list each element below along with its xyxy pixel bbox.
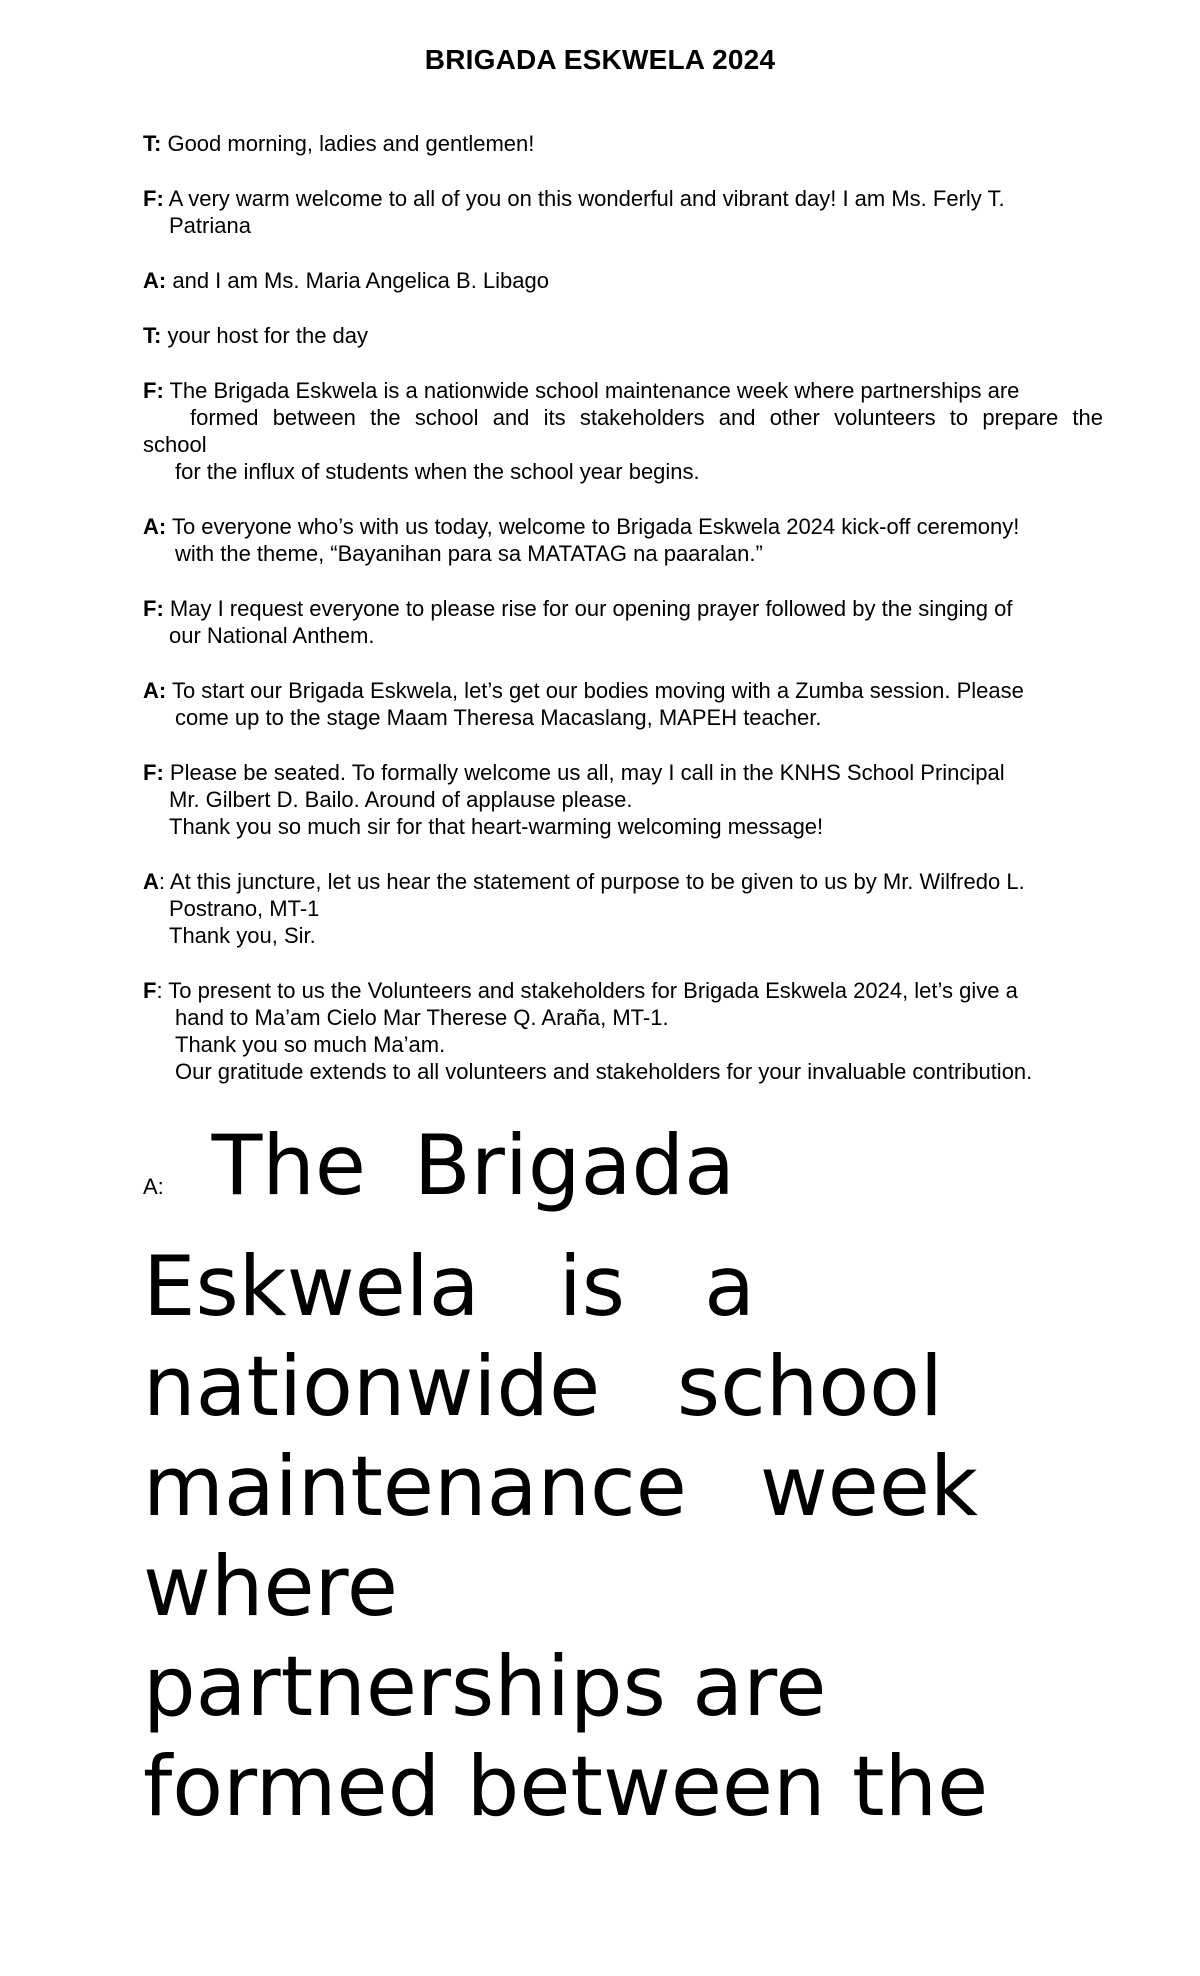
speaker-label: F bbox=[143, 978, 157, 1003]
speaker-label: F: bbox=[143, 596, 164, 621]
dialogue-text: and I am Ms. Maria Angelica B. Libago bbox=[172, 268, 549, 293]
speaker-label: A: bbox=[143, 1174, 164, 1199]
dialogue-text: Good morning, ladies and gentlemen! bbox=[167, 131, 535, 156]
script-line bbox=[143, 868, 1025, 896]
dialogue-text: The Brigada Eskwela is a nationwide school maintenance week where partnerships are bbox=[169, 378, 1020, 403]
script-line bbox=[143, 759, 1005, 787]
oversized-line: partnerships are bbox=[143, 1638, 827, 1735]
oversized-line: formed between the bbox=[143, 1738, 989, 1835]
oversized-line bbox=[143, 1116, 735, 1237]
speaker-label: T: bbox=[143, 323, 162, 348]
script-line bbox=[143, 185, 1005, 213]
dialogue-continuation: Mr. Gilbert D. Bailo. Around of applause please. bbox=[169, 787, 633, 812]
dialogue-continuation: come up to the stage Maam Theresa Macaslang, MAPEH teacher. bbox=[175, 705, 822, 730]
dialogue-text: : At this juncture, let us hear the statement of purpose to be given to us by Mr. Wilfredo L. bbox=[158, 869, 1025, 894]
oversized-line: nationwide school bbox=[143, 1338, 943, 1435]
oversized-line: where bbox=[143, 1538, 398, 1635]
dialogue-continuation: Postrano, MT-1 bbox=[169, 896, 320, 921]
script-line bbox=[143, 377, 1019, 405]
document-title: BRIGADA ESKWELA 2024 bbox=[424, 44, 776, 75]
speaker-label: T: bbox=[143, 131, 162, 156]
dialogue-continuation: Thank you, Sir. bbox=[169, 923, 316, 948]
dialogue-text: : To present to us the Volunteers and stakeholders for Brigada Eskwela 2024, let’s give a bbox=[156, 978, 1018, 1003]
speaker-label: A: bbox=[143, 268, 167, 293]
oversized-text: The Brigada bbox=[211, 1117, 735, 1214]
dialogue-text: To start our Brigada Eskwela, let’s get our bodies moving with a Zumba session. Please bbox=[171, 678, 1024, 703]
oversized-text-block bbox=[143, 1116, 1003, 1837]
oversized-line: maintenance week bbox=[143, 1438, 978, 1535]
dialogue-continuation: Our gratitude extends to all volunteers and stakeholders for your invaluable contribution. bbox=[175, 1059, 1033, 1084]
speaker-label: A: bbox=[143, 514, 167, 539]
dialogue-text: To everyone who’s with us today, welcome to Brigada Eskwela 2024 kick-off ceremony! bbox=[171, 514, 1020, 539]
dialogue-continuation: hand to Ma’am Cielo Mar Therese Q. Araña, MT-1. bbox=[175, 1005, 669, 1030]
script-line bbox=[143, 595, 1013, 623]
script-line bbox=[143, 677, 1024, 705]
script-line bbox=[143, 322, 368, 350]
speaker-label: F: bbox=[143, 760, 164, 785]
dialogue-continuation: school bbox=[143, 432, 207, 457]
dialogue-continuation: formed between the school and its stakeholders and other volunteers to prepare the bbox=[190, 405, 1103, 430]
dialogue-continuation: for the influx of students when the school year begins. bbox=[175, 459, 700, 484]
dialogue-continuation: Thank you so much sir for that heart-warming welcoming message! bbox=[169, 814, 824, 839]
script-line bbox=[143, 513, 1019, 541]
dialogue-continuation: Patriana bbox=[169, 213, 251, 238]
dialogue-continuation: with the theme, “Bayanihan para sa MATATAG na paaralan.” bbox=[175, 541, 763, 566]
dialogue-text: Please be seated. To formally welcome us all, may I call in the KNHS School Principal bbox=[169, 760, 1005, 785]
speaker-label: F: bbox=[143, 186, 164, 211]
script-line bbox=[143, 977, 1018, 1005]
speaker-label: A bbox=[143, 869, 159, 894]
dialogue-continuation: our National Anthem. bbox=[169, 623, 375, 648]
script-line bbox=[143, 130, 534, 158]
speaker-label: A: bbox=[143, 678, 167, 703]
dialogue-text: May I request everyone to please rise for our opening prayer followed by the singing of bbox=[169, 596, 1013, 621]
script-line bbox=[143, 267, 549, 295]
dialogue-text: your host for the day bbox=[167, 323, 369, 348]
dialogue-continuation: Thank you so much Ma’am. bbox=[175, 1032, 446, 1057]
oversized-line: Eskwela is a bbox=[143, 1238, 755, 1335]
speaker-label: F: bbox=[143, 378, 164, 403]
dialogue-text: A very warm welcome to all of you on this wonderful and vibrant day! I am Ms. Ferly T. bbox=[168, 186, 1005, 211]
